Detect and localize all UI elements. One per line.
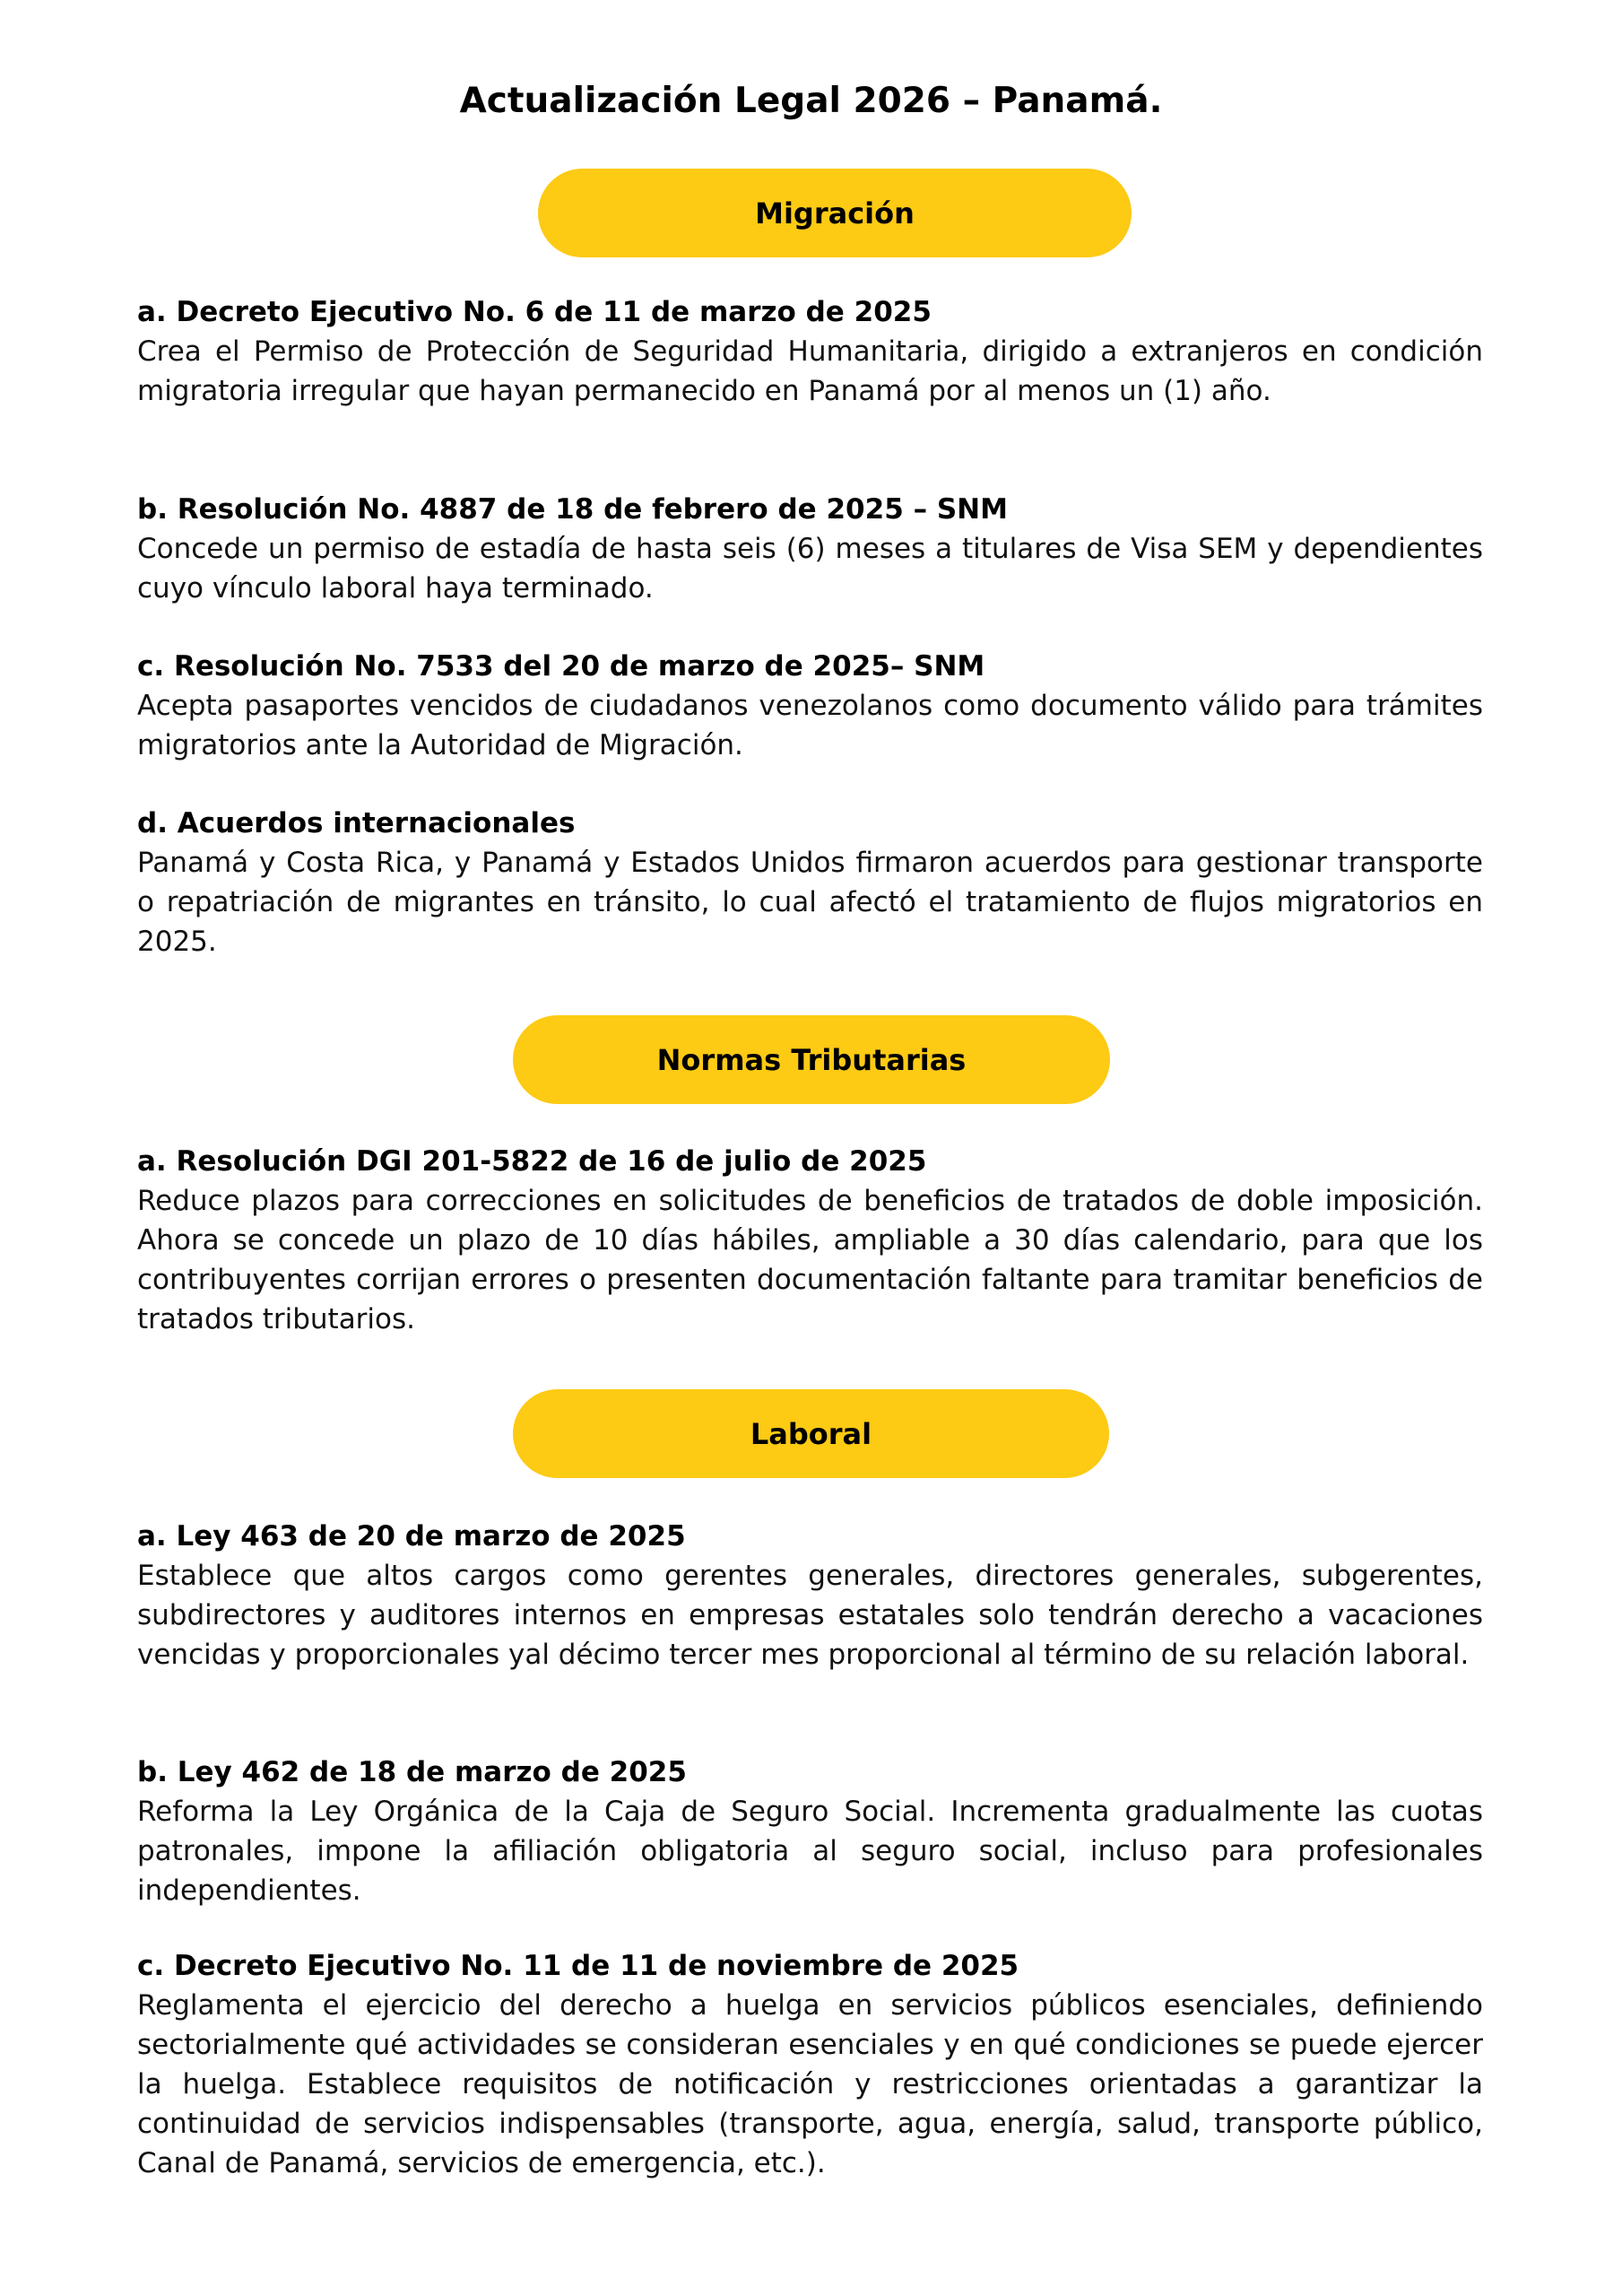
section-header-migracion [538, 169, 1132, 257]
item-body: Panamá y Costa Rica, y Panamá y Estados Unidos firmaron acuerdos para gestionar transporte o repatriación de migrantes en tránsito, lo cual afectó el tratamiento de flujos migratorios en 2025. [137, 847, 1483, 958]
section-label-migracion: Migración [755, 196, 915, 230]
item-heading: c. Decreto Ejecutivo No. 11 de 11 de noviembre de 2025 [137, 1950, 1019, 1982]
item-body: Reglamenta el ejercicio del derecho a huelga en servicios públicos esenciales, definiendo sectorialmente qué actividades se consideran esenciales y en qué condiciones se puede ejercer la huelga. Establece requisitos de notificación y restricciones orientadas a garantizar la continuidad de servicios indispensables (transporte, agua, energía, salud, transporte público, Canal de Panamá, servicios de emergencia, etc.). [137, 1989, 1483, 2179]
item-heading: b. Ley 462 de 18 de marzo de 2025 [137, 1756, 687, 1788]
item-heading: d. Acuerdos internacionales [137, 807, 576, 839]
item-body: Acepta pasaportes vencidos de ciudadanos venezolanos como documento válido para trámites migratorios ante la Autoridad de Migración. [137, 690, 1483, 761]
item-heading: a. Decreto Ejecutivo No. 6 de 11 de marzo de 2025 [137, 296, 932, 328]
item-heading: c. Resolución No. 7533 del 20 de marzo de 2025– SNM [137, 650, 985, 683]
item-body: Crea el Permiso de Protección de Seguridad Humanitaria, dirigido a extranjeros en condición migratoria irregular que hayan permanecido en Panamá por al menos un (1) año. [137, 335, 1483, 407]
document-title: Actualización Legal 2026 – Panamá. [459, 81, 1163, 121]
migracion-item-a [137, 292, 1483, 411]
section-label-laboral: Laboral [750, 1416, 872, 1451]
item-heading: b. Resolución No. 4887 de 18 de febrero de 2025 – SNM [137, 493, 1008, 526]
section-header-laboral [513, 1389, 1109, 1478]
migracion-item-c [137, 647, 1483, 765]
laboral-item-c [137, 1946, 1483, 2183]
migracion-item-b [137, 490, 1483, 608]
section-header-tributarias [513, 1015, 1110, 1104]
laboral-item-b [137, 1752, 1483, 1910]
item-body: Reduce plazos para correcciones en solicitudes de beneficios de tratados de doble imposición. Ahora se concede un plazo de 10 días hábiles, ampliable a 30 días calendario, para que los contribuyentes corrijan errores o presenten documentación faltante para tramitar beneficios de tratados tributarios. [137, 1185, 1483, 1335]
laboral-item-a [137, 1517, 1483, 1674]
tributarias-item-a [137, 1142, 1483, 1339]
section-label-tributarias: Normas Tributarias [656, 1042, 967, 1077]
item-heading: a. Ley 463 de 20 de marzo de 2025 [137, 1520, 686, 1552]
migracion-item-d [137, 804, 1483, 961]
item-body: Reforma la Ley Orgánica de la Caja de Seguro Social. Incrementa gradualmente las cuotas patronales, impone la afiliación obligatoria al seguro social, incluso para profesionales independientes. [137, 1796, 1483, 1907]
item-body: Establece que altos cargos como gerentes generales, directores generales, subgerentes, subdirectores y auditores internos en empresas estatales solo tendrán derecho a vacaciones vencidas y proporcionales yal décimo tercer mes proporcional al término de su relación laboral. [137, 1560, 1483, 1671]
item-body: Concede un permiso de estadía de hasta seis (6) meses a titulares de Visa SEM y dependientes cuyo vínculo laboral haya terminado. [137, 533, 1483, 604]
item-heading: a. Resolución DGI 201-5822 de 16 de julio de 2025 [137, 1145, 927, 1178]
